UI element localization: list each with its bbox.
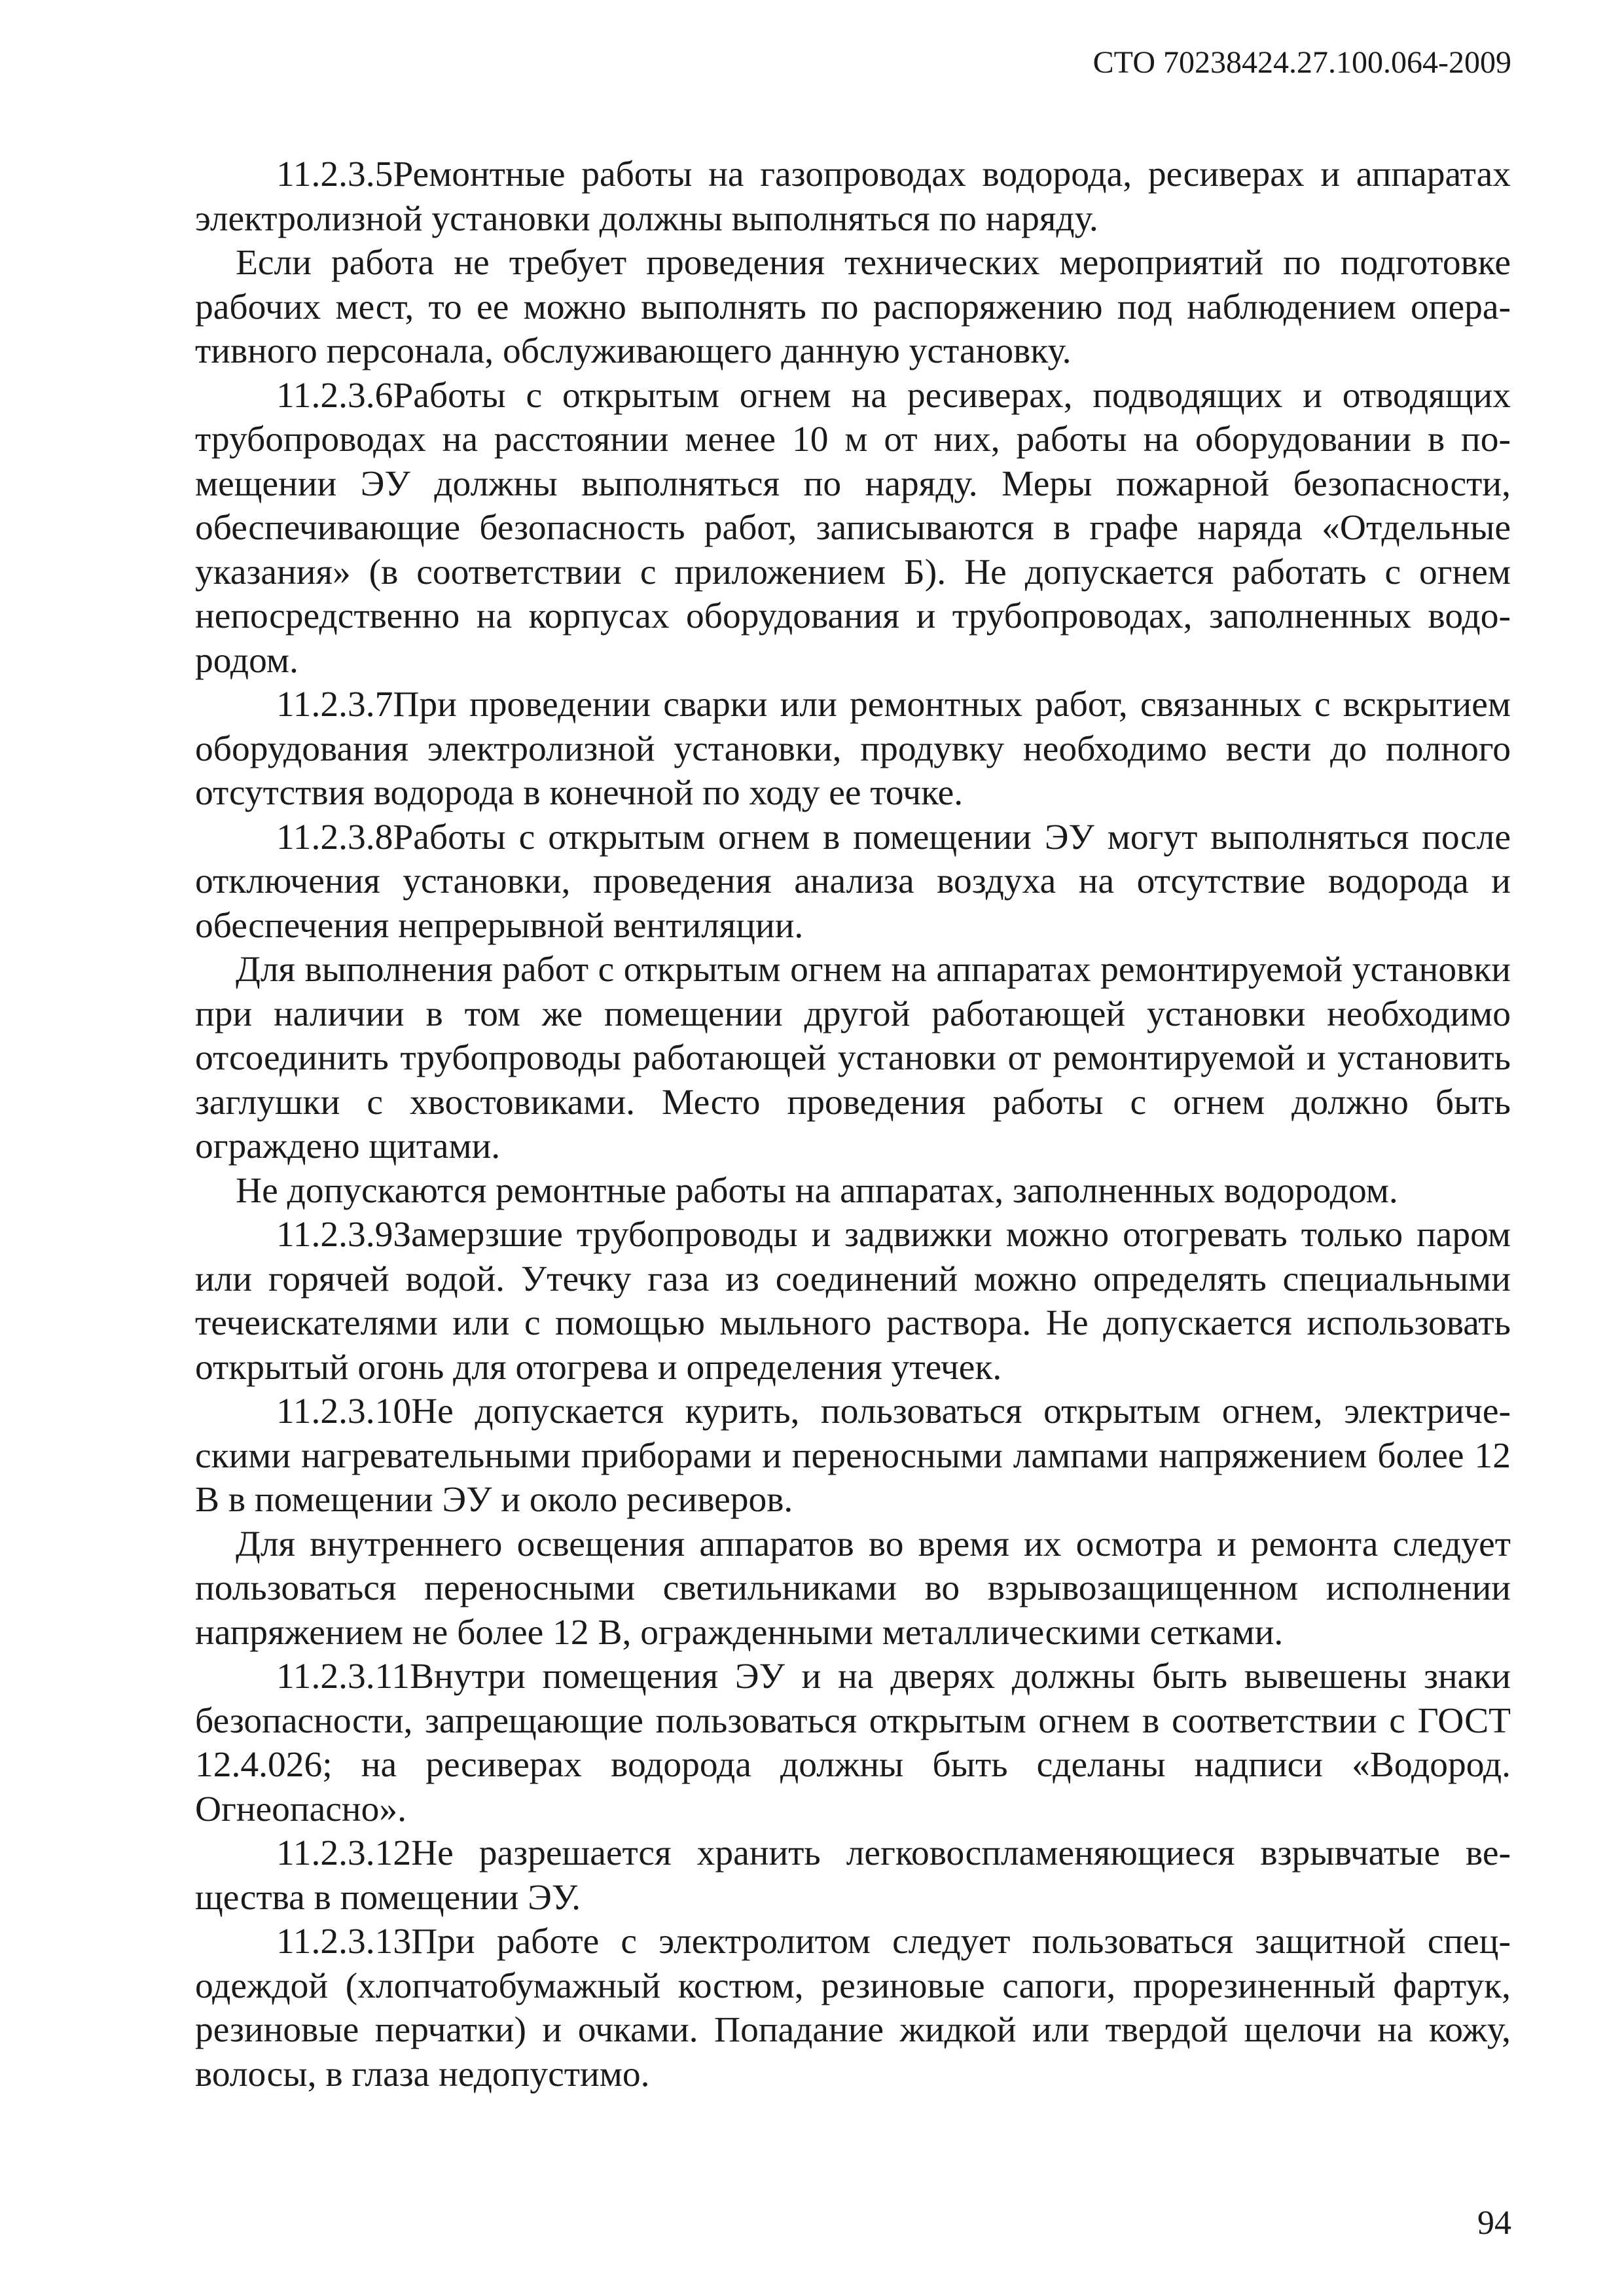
- paragraph-11-2-3-5-cont: [195, 241, 1511, 374]
- paragraph-text: Для выполнения работ с открытым огнем на аппаратах ремонтируемой установки при наличии в том же помещении другой работающей установки необходимо отсоединить трубопроводы работающей установки от ремонтируемой и установить заглушки с хвостовиками. Место проведения работы с огнем должно быть ограждено щитами.: [195, 950, 1511, 1166]
- paragraph-text: Замерзшие трубопроводы и задвижки можно отогревать только паром или горячей водой. Утечку газа из соединений можно определять специальными течеискателями или с помощью мыльного раствора. Не допускается использовать открытый огонь для отогрева и определения утечек.: [195, 1215, 1511, 1388]
- paragraph-11-2-3-12: [195, 1831, 1511, 1920]
- paragraph-text: Не разрешается хранить легковоспламеняющиеся взрывчатые вещества в помещении ЭУ.: [195, 1833, 1511, 1918]
- paragraph-text: Для внутреннего освещения аппаратов во время их осмотра и ремонта следует пользоваться переносными светильниками во взрывозащищенном исполнении напряжением не более 12 В, огражденными металлическими сетками.: [195, 1524, 1511, 1653]
- paragraph-text: Внутри помещения ЭУ и на дверях должны быть вывешены знаки безопасности, запрещающие пользоваться открытым огнем в соответствии с ГОСТ 12.4.026; на ресиверах водорода должны быть сделаны надписи «Водород. Огнеопасно».: [195, 1657, 1511, 1829]
- clause-number: 11.2.3.11: [276, 1657, 410, 1696]
- paragraph-11-2-3-5: [195, 152, 1511, 241]
- clause-number: 11.2.3.5: [276, 154, 393, 194]
- paragraph-11-2-3-13: [195, 1920, 1511, 2096]
- paragraph-11-2-3-10-cont: [195, 1522, 1511, 1655]
- clause-number: 11.2.3.9: [276, 1215, 393, 1255]
- paragraph-text: Ремонтные работы на газопроводах водорода, ресиверах и аппаратах электролизной установки должны выполняться по наряду.: [195, 154, 1511, 239]
- clause-number: 11.2.3.13: [276, 1922, 412, 1962]
- paragraph-11-2-3-8-cont-2: [195, 1169, 1511, 1213]
- document-code-header: СТО 70238424.27.100.064-2009: [1092, 45, 1511, 80]
- paragraph-text: Если работа не требует проведения технических мероприятий по подготовке рабочих мест, то ее можно выполнять по распоряжению под наблюдением оперативного персонала, обслуживающего данную установку.: [195, 243, 1511, 371]
- paragraph-11-2-3-9: [195, 1213, 1511, 1390]
- paragraph-11-2-3-8: [195, 816, 1511, 948]
- clause-number: 11.2.3.6: [276, 375, 393, 416]
- clause-number: 11.2.3.10: [276, 1391, 412, 1431]
- document-body: [195, 152, 1511, 2096]
- paragraph-text: Не допускаются ремонтные работы на аппаратах, заполненных водородом.: [236, 1170, 1398, 1211]
- clause-number: 11.2.3.8: [276, 817, 393, 857]
- paragraph-11-2-3-6: [195, 374, 1511, 683]
- paragraph-11-2-3-7: [195, 683, 1511, 816]
- page-number: 94: [1477, 2204, 1511, 2242]
- paragraph-11-2-3-8-cont-1: [195, 948, 1511, 1169]
- paragraph-text: При проведении сварки или ремонтных работ, связанных с вскрытием оборудования электролизной установки, продувку необходимо вести до полного отсутствия водорода в конечной по ходу ее точке.: [195, 685, 1511, 813]
- paragraph-11-2-3-11: [195, 1655, 1511, 1831]
- paragraph-text: Работы с открытым огнем на ресиверах, подводящих и отводящих трубопроводах на расстоянии менее 10 м от них, работы на оборудовании в помещении ЭУ должны выполняться по наряду. Меры пожарной безопасности, обеспечивающие безопасность работ, записываются в графе наряда «Отдельные указания» (в соответствии с приложением Б). Не допускается работать с огнем непосредственно на корпусах оборудования и трубопроводах, заполненных водородом.: [195, 375, 1511, 681]
- paragraph-text: Работы с открытым огнем в помещении ЭУ могут выполняться после отключения установки, проведения анализа воздуха на отсутствие водорода и обеспечения непрерывной вентиляции.: [195, 817, 1511, 946]
- paragraph-text: Не допускается курить, пользоваться открытым огнем, электрическими нагревательными приборами и переносными лампами напряжением более 12 В в помещении ЭУ и около ресиверов.: [195, 1391, 1511, 1520]
- clause-number: 11.2.3.12: [276, 1833, 412, 1873]
- paragraph-11-2-3-10: [195, 1390, 1511, 1522]
- clause-number: 11.2.3.7: [276, 685, 393, 725]
- paragraph-text: При работе с электролитом следует пользоваться защитной спецодеждой (хлопчатобумажный костюм, резиновые сапоги, прорезиненный фартук, резиновые перчатки) и очками. Попадание жидкой или твердой щелочи на кожу, волосы, в глаза недопустимо.: [195, 1922, 1511, 2094]
